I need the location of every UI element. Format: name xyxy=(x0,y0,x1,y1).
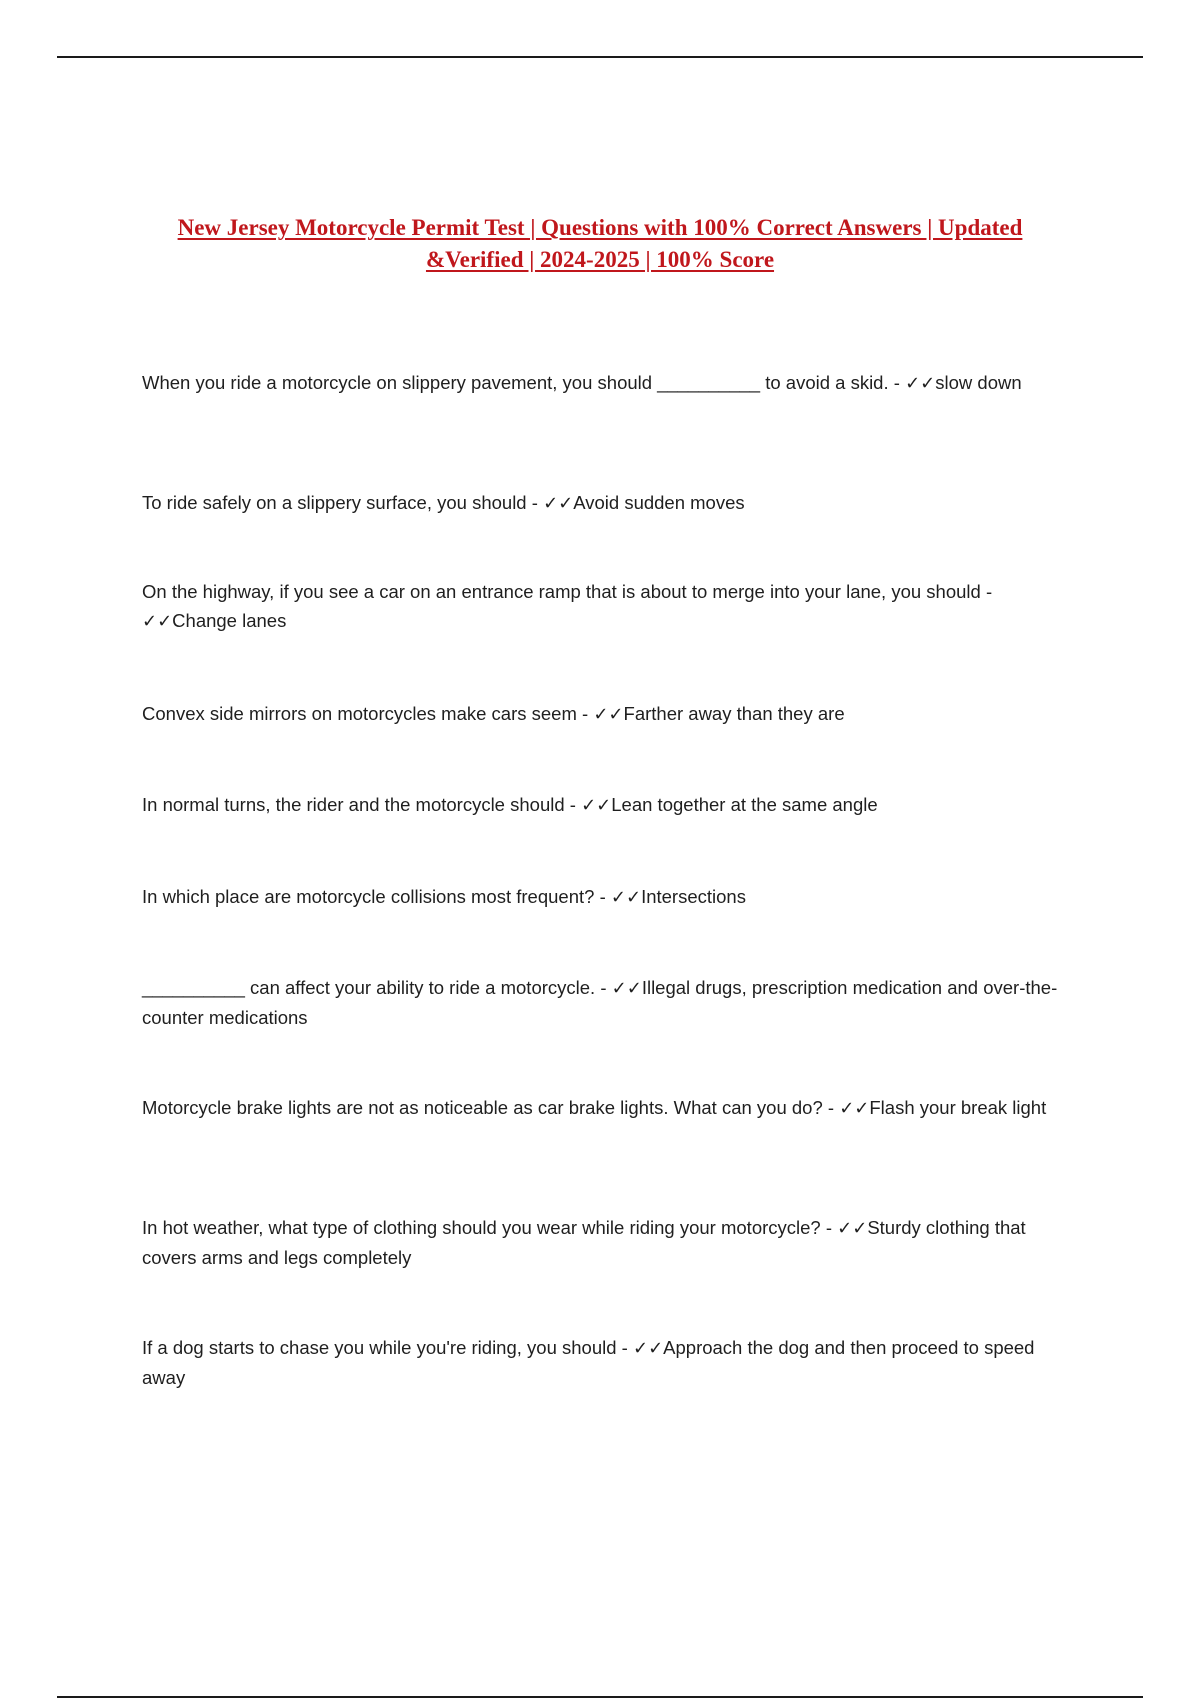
check-icon: ✓✓ xyxy=(142,611,173,632)
question-text: In normal turns, the rider and the motorcycle should xyxy=(142,794,565,815)
question-text: In hot weather, what type of clothing should you wear while riding your motorcycle? xyxy=(142,1217,821,1238)
answer-text: slow down xyxy=(935,372,1022,393)
question-text: Convex side mirrors on motorcycles make cars seem xyxy=(142,703,577,724)
qa-item xyxy=(142,488,1062,518)
qa-item xyxy=(142,699,1062,729)
question-text: Motorcycle brake lights are not as noticeable as car brake lights. What can you do? xyxy=(142,1097,823,1118)
bottom-rule xyxy=(57,1696,1143,1698)
answer-text: Flash your break light xyxy=(869,1097,1047,1118)
qa-item xyxy=(142,368,1062,398)
question-text: __________ can affect your ability to ride a motorcycle. xyxy=(142,977,596,998)
check-icon: ✓✓ xyxy=(581,795,612,816)
qa-item xyxy=(142,1333,1062,1392)
check-icon: ✓✓ xyxy=(905,373,936,394)
qa-item xyxy=(142,577,1062,636)
separator: - xyxy=(564,794,582,815)
check-icon: ✓✓ xyxy=(632,1338,664,1359)
answer-text: Sturdy clothing that covers arms and legs completely xyxy=(142,1217,1026,1268)
question-text: If a dog starts to chase you while you're riding, you should xyxy=(142,1337,617,1358)
separator: - xyxy=(526,492,544,513)
separator: - xyxy=(616,1337,633,1358)
answer-text: Farther away than they are xyxy=(623,703,845,724)
check-icon: ✓✓ xyxy=(610,887,642,908)
qa-item xyxy=(142,973,1062,1032)
answer-text: Illegal drugs, prescription medication and over-the-counter medications xyxy=(142,977,1058,1028)
answer-text: Approach the dog and then proceed to speed away xyxy=(142,1337,1035,1388)
separator: - xyxy=(820,1217,838,1238)
qa-item xyxy=(142,1213,1062,1272)
separator: - xyxy=(576,703,594,724)
question-text: On the highway, if you see a car on an entrance ramp that is about to merge into your lane, you should xyxy=(142,581,981,602)
qa-item xyxy=(142,790,1062,820)
answer-text: Avoid sudden moves xyxy=(573,492,745,513)
answer-text: Change lanes xyxy=(172,610,287,631)
answer-text: Intersections xyxy=(641,886,746,907)
separator: - xyxy=(980,581,993,602)
document-title: New Jersey Motorcycle Permit Test | Questions with 100% Correct Answers | Updated &Verified | 2024-2025 | 100% Score xyxy=(177,215,1023,272)
top-rule xyxy=(57,56,1143,58)
qa-item xyxy=(142,1093,1062,1123)
separator: - xyxy=(822,1097,840,1118)
separator: - xyxy=(595,977,612,998)
answer-text: Lean together at the same angle xyxy=(611,794,878,815)
check-icon: ✓✓ xyxy=(837,1218,868,1239)
check-icon: ✓✓ xyxy=(611,978,642,999)
check-icon: ✓✓ xyxy=(543,493,574,514)
question-text: In which place are motorcycle collisions most frequent? xyxy=(142,886,595,907)
qa-item xyxy=(142,882,1062,912)
separator: - xyxy=(594,886,611,907)
separator: - xyxy=(888,372,906,393)
question-text: To ride safely on a slippery surface, you should xyxy=(142,492,527,513)
check-icon: ✓✓ xyxy=(839,1098,870,1119)
question-text: When you ride a motorcycle on slippery pavement, you should __________ to avoid a skid. xyxy=(142,372,889,393)
check-icon: ✓✓ xyxy=(593,704,624,725)
